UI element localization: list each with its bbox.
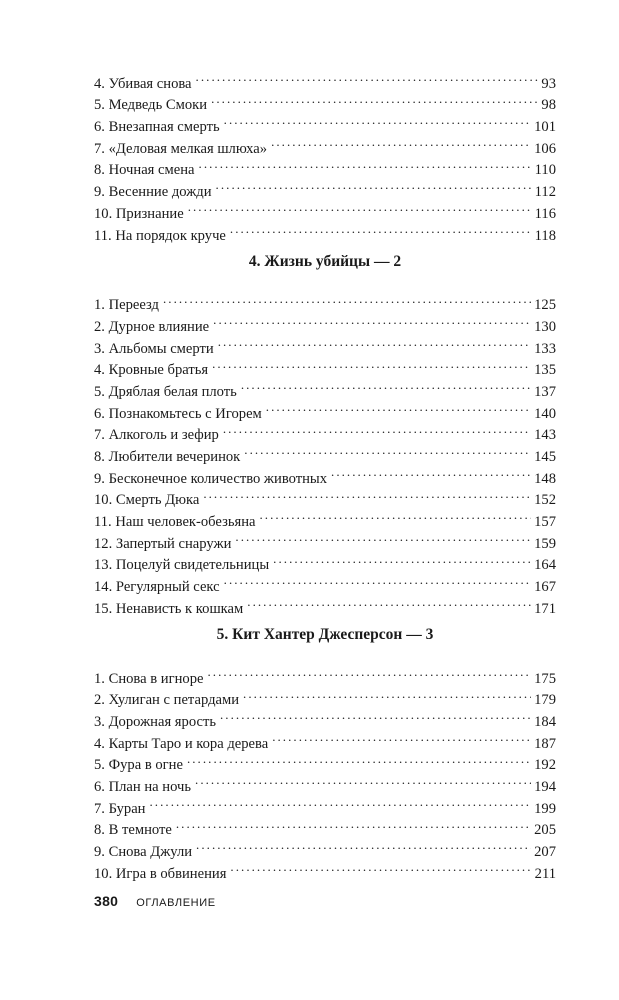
toc-entry-page: 175 xyxy=(534,670,556,687)
toc-entry-page: 152 xyxy=(534,492,556,509)
toc-entry-title: 7. Алкоголь и зефир xyxy=(94,427,219,444)
toc-entry-page: 101 xyxy=(534,119,556,136)
dot-leader xyxy=(241,374,531,396)
dot-leader xyxy=(271,131,531,153)
toc-entry-title: 10. Признание xyxy=(94,205,184,222)
toc-entry-page: 143 xyxy=(534,427,556,444)
toc-entry-title: 10. Игра в обвинения xyxy=(94,865,227,882)
toc-entry-page: 112 xyxy=(534,184,556,201)
dot-leader xyxy=(199,153,532,175)
toc-entry-title: 7. «Деловая мелкая шлюха» xyxy=(94,140,268,157)
toc-entry-page: 145 xyxy=(534,449,556,465)
toc-entry-title: 8. Любители вечеринок xyxy=(94,449,241,465)
toc-section-4 xyxy=(94,288,556,617)
dot-leader xyxy=(218,331,531,353)
toc-entry-title: 8. Ночная смена xyxy=(94,162,195,179)
dot-leader xyxy=(235,526,531,548)
toc-entry-page: 118 xyxy=(534,227,556,244)
dot-leader xyxy=(188,196,532,218)
toc-entry-title: 12. Запертый снаружи xyxy=(94,535,232,552)
toc-entry-page: 157 xyxy=(534,514,556,531)
running-footer-label: ОГЛАВЛЕНИЕ xyxy=(136,897,216,909)
dot-leader xyxy=(212,353,531,375)
toc-entry xyxy=(94,66,556,92)
toc-entry-title: 2. Хулиган с петардами xyxy=(94,692,240,709)
dot-leader xyxy=(216,174,532,196)
toc-entry-title: 5. Фура в огне xyxy=(94,757,183,774)
dot-leader xyxy=(266,396,531,418)
toc-entry-page: 137 xyxy=(534,383,556,400)
dot-leader xyxy=(224,109,531,131)
toc-entry-title: 3. Дорожная ярость xyxy=(94,713,216,730)
toc-entry-title: 5. Дряблая белая плоть xyxy=(94,383,237,400)
toc-entry-title: 6. Внезапная смерть xyxy=(94,119,220,136)
toc-entry-title: 6. Познакомьтесь с Игорем xyxy=(94,405,262,422)
dot-leader xyxy=(247,591,531,613)
dot-leader xyxy=(220,704,531,726)
dot-leader xyxy=(272,726,531,748)
dot-leader xyxy=(187,748,531,770)
page-number: 380 xyxy=(94,893,119,909)
toc-entry-page: 187 xyxy=(534,735,556,752)
dot-leader xyxy=(273,548,531,570)
toc-entry-page: 110 xyxy=(534,162,556,179)
toc-entry-title: 2. Дурное влияние xyxy=(94,318,210,335)
toc-entry-title: 8. В темноте xyxy=(94,822,172,839)
toc-entry-page: 171 xyxy=(534,600,556,617)
toc-entry-title: 6. План на ночь xyxy=(94,778,192,795)
section-heading-4: 4. Жизнь убийцы — 2 xyxy=(248,252,402,270)
toc-entry-page: 192 xyxy=(534,757,556,774)
table-of-contents xyxy=(94,66,556,882)
toc-entry-page: 130 xyxy=(534,318,556,335)
toc-entry-page: 93 xyxy=(541,75,556,92)
toc-entry-title: 15. Ненависть к кошкам xyxy=(94,600,244,617)
toc-entry-title: 14. Регулярный секс xyxy=(94,579,220,596)
toc-entry-page: 194 xyxy=(534,778,556,795)
dot-leader xyxy=(196,834,531,856)
toc-entry-title: 4. Убивая снова xyxy=(94,75,192,92)
toc-entry-page: 106 xyxy=(534,140,556,157)
dot-leader xyxy=(224,569,531,591)
dot-leader xyxy=(195,769,531,791)
toc-entry xyxy=(94,791,556,817)
toc-entry-page: 159 xyxy=(534,535,556,552)
toc-entry-page: 135 xyxy=(534,362,556,379)
dot-leader xyxy=(244,439,531,461)
toc-entry-page: 116 xyxy=(534,205,556,222)
toc-section-5 xyxy=(94,661,556,882)
toc-entry-title: 7. Буран xyxy=(94,800,146,817)
dot-leader xyxy=(230,218,532,240)
toc-entry-title: 10. Смерть Дюка xyxy=(94,492,200,509)
toc-entry-page: 184 xyxy=(534,713,556,730)
toc-entry xyxy=(94,309,556,335)
dot-leader xyxy=(260,504,532,526)
toc-entry-page: 98 xyxy=(541,97,556,114)
dot-leader xyxy=(243,683,531,705)
toc-entry-page: 205 xyxy=(534,822,556,839)
dot-leader xyxy=(203,483,531,505)
dot-leader xyxy=(163,288,531,310)
toc-entry-title: 1. Переезд xyxy=(94,297,159,314)
dot-leader xyxy=(196,66,539,88)
toc-entry xyxy=(94,813,556,839)
toc-entry-page: 164 xyxy=(534,557,556,574)
toc-entry-title: 5. Медведь Смоки xyxy=(94,97,208,114)
toc-block-continued xyxy=(94,66,556,244)
dot-leader xyxy=(176,813,531,835)
section-heading-5: 5. Кит Хантер Джесперсон — 3 xyxy=(216,625,434,643)
toc-entry-page: 148 xyxy=(534,470,556,487)
toc-entry-title: 9. Снова Джули xyxy=(94,844,193,860)
toc-entry-title: 11. На порядок круче xyxy=(94,227,226,244)
dot-leader xyxy=(207,661,531,683)
toc-entry xyxy=(94,661,556,687)
toc-entry-title: 9. Весенние дожди xyxy=(94,184,212,201)
toc-entry-page: 167 xyxy=(534,579,556,596)
toc-entry-page: 179 xyxy=(534,692,556,709)
dot-leader xyxy=(223,418,531,440)
dot-leader xyxy=(331,461,531,483)
toc-entry-title: 13. Поцелуй свидетельницы xyxy=(94,557,270,574)
toc-entry-page: 133 xyxy=(534,340,556,357)
page-footer xyxy=(94,893,216,909)
toc-entry-title: 3. Альбомы смерти xyxy=(94,340,214,357)
toc-entry-page: 140 xyxy=(534,405,556,422)
toc-entry-page: 125 xyxy=(534,297,556,314)
toc-entry xyxy=(94,288,556,314)
dot-leader xyxy=(230,856,531,878)
toc-entry-page: 207 xyxy=(534,844,556,860)
toc-entry-title: 4. Кровные братья xyxy=(94,362,209,379)
toc-entry-page: 199 xyxy=(534,800,556,817)
toc-entry-title: 11. Наш человек-обезьяна xyxy=(94,514,256,531)
toc-entry-title: 9. Бесконечное количество животных xyxy=(94,470,328,487)
toc-entry-page: 211 xyxy=(534,865,556,882)
dot-leader xyxy=(213,309,531,331)
toc-entry-title: 1. Снова в игноре xyxy=(94,670,204,687)
dot-leader xyxy=(150,791,532,813)
toc-entry-title: 4. Карты Таро и кора дерева xyxy=(94,735,269,752)
dot-leader xyxy=(211,88,538,110)
